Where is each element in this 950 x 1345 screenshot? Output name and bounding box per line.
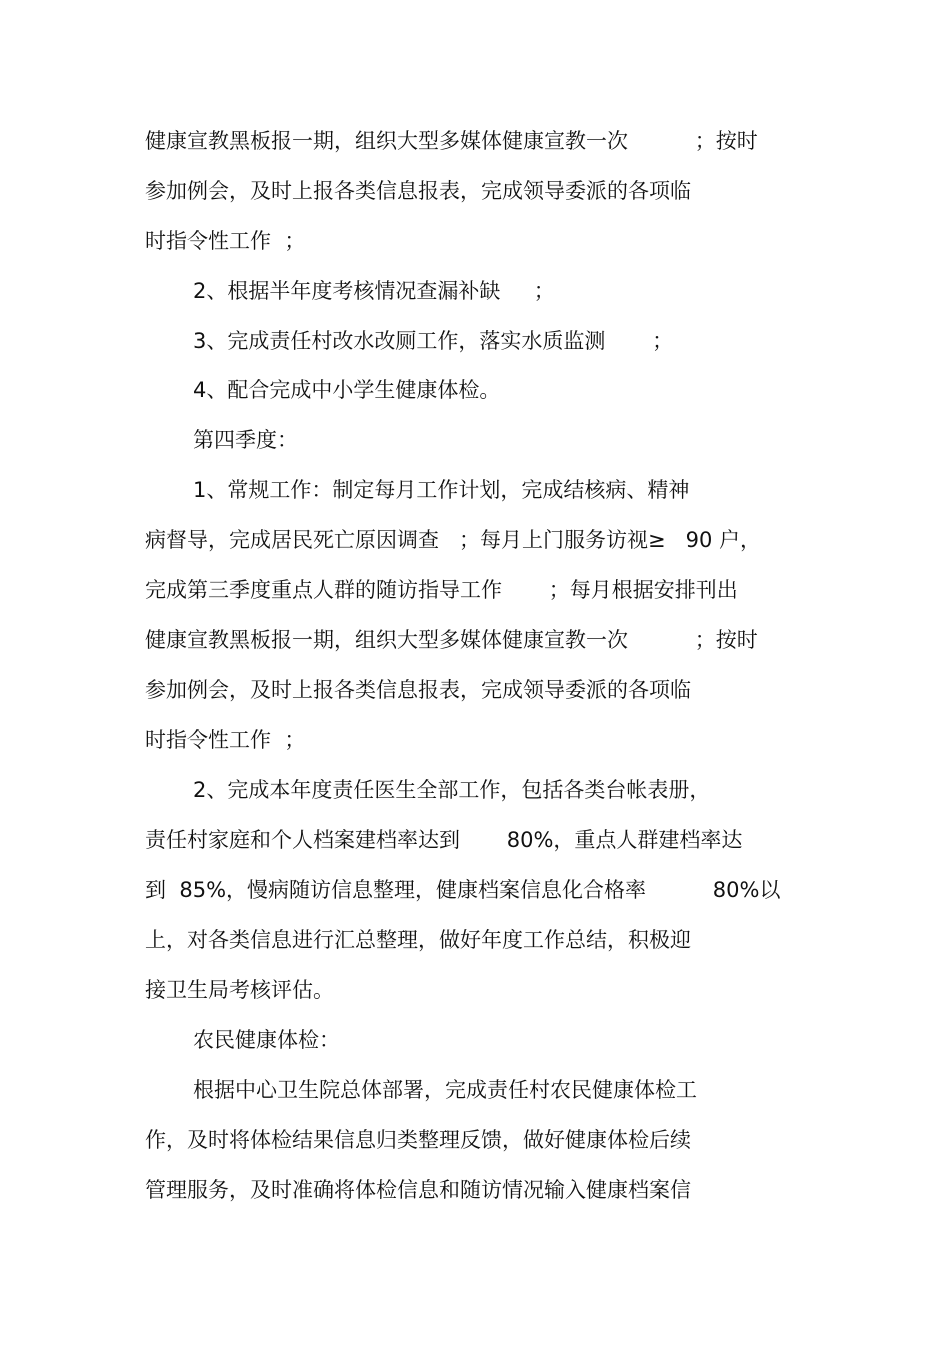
text-line: 完成第三季度重点人群的随访指导工作 ；每月根据安排刊出 <box>145 578 738 602</box>
section-heading: 农民健康体检： <box>193 1028 340 1052</box>
text-line: 管理服务，及时准确将体检信息和随访情况输入健康档案信 <box>145 1178 691 1202</box>
text-line: 3、完成责任村改水改厕工作，落实水质监测 ； <box>193 329 674 353</box>
text-line: 时指令性工作 ； <box>145 728 306 752</box>
text-line: 到 85%，慢病随访信息整理，健康档案信息化合格率 80%以 <box>145 878 781 902</box>
text-line: 接卫生局考核评估。 <box>145 978 334 1002</box>
section-heading: 第四季度： <box>193 428 298 452</box>
text-line: 时指令性工作 ； <box>145 229 306 253</box>
text-line: 参加例会，及时上报各类信息报表，完成领导委派的各项临 <box>145 678 691 702</box>
text-line: 参加例会，及时上报各类信息报表，完成领导委派的各项临 <box>145 179 691 203</box>
text-line: 2、根据半年度考核情况查漏补缺 ； <box>193 279 555 303</box>
text-line: 1、常规工作：制定每月工作计划，完成结核病、精神 <box>193 478 690 502</box>
text-line: 健康宣教黑板报一期，组织大型多媒体健康宣教一次 ；按时 <box>145 628 758 652</box>
text-line: 4、配合完成中小学生健康体检。 <box>193 378 501 402</box>
text-line: 健康宣教黑板报一期，组织大型多媒体健康宣教一次 ；按时 <box>145 129 758 153</box>
text-line: 责任村家庭和个人档案建档率达到 80%，重点人群建档率达 <box>145 828 743 852</box>
text-line: 上，对各类信息进行汇总整理，做好年度工作总结，积极迎 <box>145 928 691 952</box>
text-line: 病督导，完成居民死亡原因调查 ；每月上门服务访视≥ 90 户， <box>145 528 762 552</box>
text-line: 2、完成本年度责任医生全部工作，包括各类台帐表册， <box>193 778 711 802</box>
text-line: 根据中心卫生院总体部署，完成责任村农民健康体检工 <box>193 1078 697 1102</box>
text-line: 作，及时将体检结果信息归类整理反馈，做好健康体检后续 <box>145 1128 691 1152</box>
